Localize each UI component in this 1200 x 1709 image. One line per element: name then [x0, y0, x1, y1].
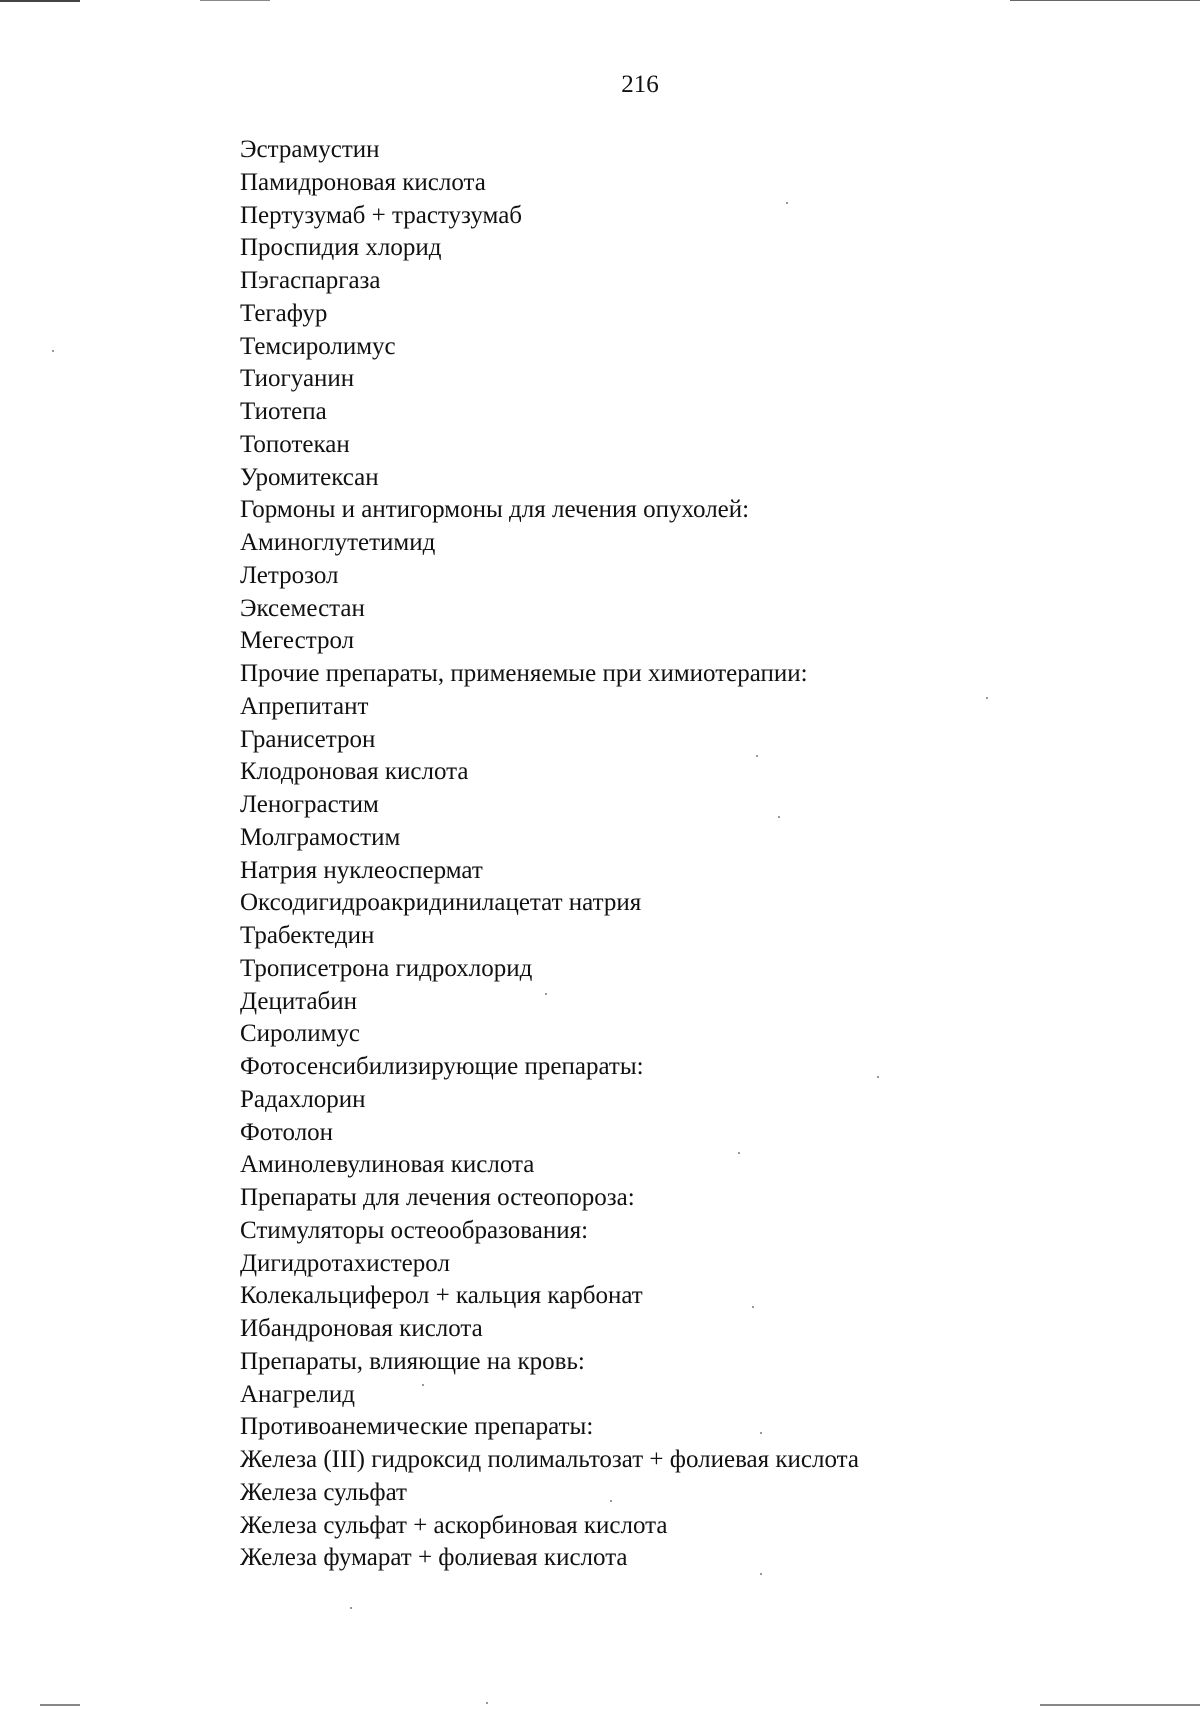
scan-speck: [350, 1607, 352, 1609]
list-item: Памидроновая кислота: [240, 168, 486, 196]
list-item: Трабектедин: [240, 922, 375, 949]
list-item: Гормоны и антигормоны для лечения опухолей:: [240, 496, 750, 524]
drug-list: [240, 134, 1160, 1575]
scan-speck: [760, 1432, 762, 1434]
list-item: Топотекан: [240, 430, 350, 458]
list-item: Проспидия хлорид: [240, 234, 442, 262]
list-item: Апрепитант: [240, 692, 369, 720]
list-item: Сиролимус: [240, 1020, 360, 1048]
list-item: Темсиролимус: [240, 332, 396, 360]
list-item: Препараты для лечения остеопороза:: [240, 1184, 635, 1211]
list-item: Трописетрона гидрохлорид: [240, 954, 533, 982]
scan-edge-mark: [40, 1704, 80, 1706]
list-item: Стимуляторы остеообразования:: [240, 1216, 589, 1244]
list-item: Гранисетрон: [240, 725, 376, 753]
scan-speck: [422, 1384, 424, 1386]
scan-speck: [752, 1306, 754, 1308]
list-item: Железа сульфат: [240, 1478, 407, 1506]
list-item: Децитабин: [240, 987, 358, 1015]
list-item: Клодроновая кислота: [240, 758, 469, 786]
list-item: Анагрелид: [240, 1380, 355, 1408]
list-item: Радахлорин: [240, 1085, 366, 1113]
list-item: Эстрамустин: [240, 136, 380, 163]
scan-speck: [610, 1500, 612, 1502]
scan-speck: [486, 1702, 488, 1704]
list-item: Тиогуанин: [240, 365, 355, 393]
list-item: Пэгаспаргаза: [240, 267, 381, 294]
list-item: Молграмостим: [240, 823, 401, 851]
list-item: Аминолевулиновая кислота: [240, 1151, 535, 1179]
list-item: Железа фумарат + фолиевая кислота: [240, 1544, 628, 1572]
list-item: Мегестрол: [240, 627, 355, 655]
list-item: Ибандроновая кислота: [240, 1315, 483, 1342]
list-item: Оксодигидроакридинилацетат натрия: [240, 889, 642, 917]
scan-edge-mark: [0, 0, 80, 2]
scan-edge-mark: [1010, 0, 1200, 1]
list-item: Натрия нуклеоспермат: [240, 856, 483, 884]
scan-edge-mark: [1040, 1704, 1200, 1706]
list-item: Фотосенсибилизирующие препараты:: [240, 1053, 644, 1080]
list-item: Прочие препараты, применяемые при химиотерапии:: [240, 660, 808, 687]
list-item: Эксеместан: [240, 594, 365, 622]
list-item: Уромитексан: [240, 463, 379, 491]
list-item: Препараты, влияющие на кровь:: [240, 1347, 585, 1375]
list-item: Пертузумаб + трастузумаб: [240, 201, 523, 229]
scan-speck: [545, 993, 547, 995]
list-item: Противоанемические препараты:: [240, 1413, 594, 1441]
scan-speck: [986, 697, 988, 699]
list-item: Железа сульфат + аскорбиновая кислота: [240, 1511, 668, 1539]
scan-speck: [738, 1152, 740, 1154]
list-item: Летрозол: [240, 561, 339, 589]
list-item: Колекальциферол + кальция карбонат: [240, 1282, 643, 1310]
list-item: Железа (III) гидроксид полимальтозат + фолиевая кислота: [240, 1446, 859, 1473]
scan-speck: [786, 202, 788, 204]
list-item: Дигидротахистерол: [240, 1249, 450, 1277]
list-item: Ленограстим: [240, 791, 379, 818]
scan-speck: [877, 1076, 879, 1078]
list-item: Тегафур: [240, 299, 328, 327]
list-item: Тиотепа: [240, 398, 327, 425]
page-number: 216: [621, 71, 659, 98]
scan-edge-mark: [200, 0, 270, 1]
scan-speck: [778, 816, 780, 818]
list-item: Аминоглутетимид: [240, 529, 436, 556]
scan-speck: [52, 350, 54, 352]
list-item: Фотолон: [240, 1118, 334, 1146]
scan-speck: [760, 1573, 762, 1575]
scan-speck: [756, 755, 758, 757]
